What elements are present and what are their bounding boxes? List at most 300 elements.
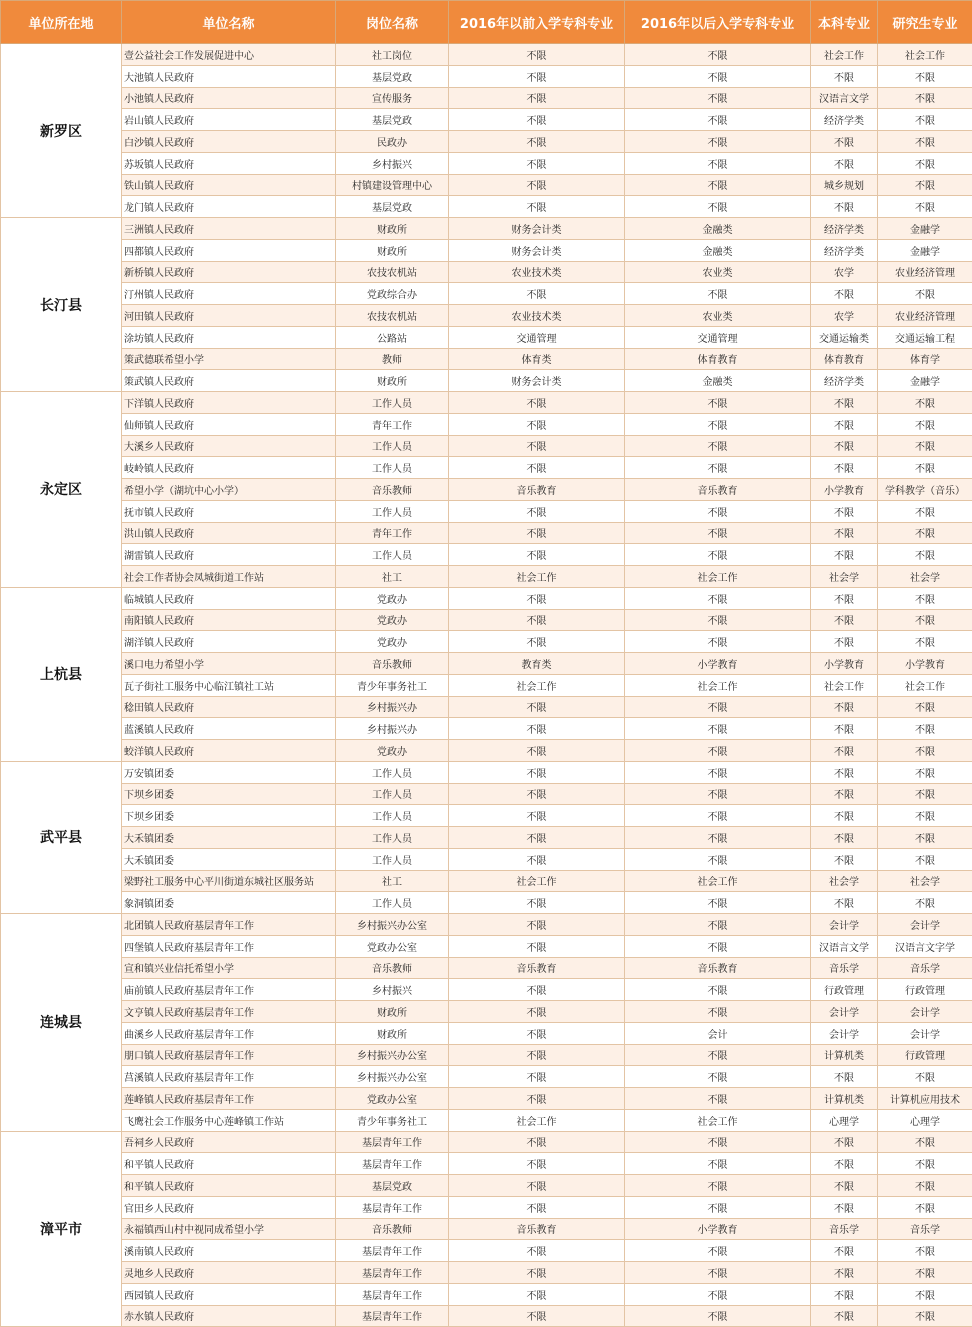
unit-cell: 官田乡人民政府 [122,1196,336,1218]
bachelor-cell: 不限 [811,413,878,435]
post2016-cell: 不限 [625,979,811,1001]
unit-cell: 临城镇人民政府 [122,587,336,609]
post2016-cell: 金融类 [625,370,811,392]
table-row [1,196,972,218]
bachelor-cell: 不限 [811,392,878,414]
region-cell: 上杭县 [1,587,122,761]
pre2016-cell: 不限 [449,1044,625,1066]
pre2016-cell: 不限 [449,935,625,957]
unit-cell: 下洋镇人民政府 [122,392,336,414]
table-row [1,1022,972,1044]
header-unit: 单位名称 [122,1,336,44]
pre2016-cell: 财务会计类 [449,218,625,240]
pre2016-cell: 农业技术类 [449,261,625,283]
bachelor-cell: 汉语言文学 [811,935,878,957]
bachelor-cell: 不限 [811,544,878,566]
region-cell: 新罗区 [1,44,122,218]
region-cell: 永定区 [1,392,122,588]
table-row [1,1109,972,1131]
post2016-cell: 不限 [625,174,811,196]
graduate-cell: 不限 [878,500,972,522]
table-row [1,1175,972,1197]
table-row [1,1305,972,1327]
table-row [1,957,972,979]
pre2016-cell: 不限 [449,522,625,544]
table-row [1,1283,972,1305]
graduate-cell: 不限 [878,892,972,914]
post-cell: 工作人员 [336,848,449,870]
post2016-cell: 不限 [625,1131,811,1153]
pre2016-cell: 不限 [449,827,625,849]
bachelor-cell: 经济学类 [811,370,878,392]
unit-cell: 溪口电力希望小学 [122,653,336,675]
graduate-cell: 不限 [878,1066,972,1088]
post-cell: 工作人员 [336,827,449,849]
table-row [1,87,972,109]
graduate-cell: 不限 [878,544,972,566]
table-row [1,631,972,653]
graduate-cell: 汉语言文字学 [878,935,972,957]
unit-cell: 四都镇人民政府 [122,239,336,261]
post2016-cell: 音乐教育 [625,479,811,501]
post2016-cell: 不限 [625,65,811,87]
unit-cell: 壹公益社会工作发展促进中心 [122,44,336,66]
bachelor-cell: 城乡规划 [811,174,878,196]
pre2016-cell: 不限 [449,1066,625,1088]
graduate-cell: 行政管理 [878,1044,972,1066]
header-row [1,1,972,44]
header-graduate: 研究生专业 [878,1,972,44]
graduate-cell: 不限 [878,131,972,153]
table-row [1,239,972,261]
pre2016-cell: 教育类 [449,653,625,675]
bachelor-cell: 音乐学 [811,957,878,979]
post2016-cell: 不限 [625,740,811,762]
post-cell: 乡村振兴 [336,979,449,1001]
bachelor-cell: 不限 [811,1240,878,1262]
unit-cell: 稔田镇人民政府 [122,696,336,718]
post-cell: 社工岗位 [336,44,449,66]
region-cell: 漳平市 [1,1131,122,1327]
bachelor-cell: 不限 [811,1066,878,1088]
post2016-cell: 交通管理 [625,326,811,348]
graduate-cell: 农业经济管理 [878,305,972,327]
post-cell: 社工 [336,566,449,588]
post2016-cell: 不限 [625,44,811,66]
post2016-cell: 不限 [625,1153,811,1175]
unit-cell: 永福镇西山村中视同成希望小学 [122,1218,336,1240]
unit-cell: 万安镇团委 [122,761,336,783]
pre2016-cell: 社会工作 [449,566,625,588]
pre2016-cell: 体育类 [449,348,625,370]
post2016-cell: 不限 [625,457,811,479]
unit-cell: 梁野社工服务中心平川街道东城社区服务站 [122,870,336,892]
post2016-cell: 不限 [625,109,811,131]
pre2016-cell: 不限 [449,892,625,914]
unit-cell: 湖洋镇人民政府 [122,631,336,653]
graduate-cell: 金融学 [878,218,972,240]
bachelor-cell: 农学 [811,261,878,283]
bachelor-cell: 不限 [811,609,878,631]
graduate-cell: 不限 [878,1283,972,1305]
table-row [1,500,972,522]
bachelor-cell: 不限 [811,152,878,174]
table-row [1,718,972,740]
bachelor-cell: 不限 [811,783,878,805]
graduate-cell: 不限 [878,1196,972,1218]
table-row [1,1131,972,1153]
post-cell: 基层青年工作 [336,1153,449,1175]
pre2016-cell: 不限 [449,848,625,870]
post2016-cell: 不限 [625,131,811,153]
table-row [1,1001,972,1023]
post2016-cell: 不限 [625,783,811,805]
post2016-cell: 不限 [625,413,811,435]
post-cell: 音乐教师 [336,479,449,501]
pre2016-cell: 不限 [449,500,625,522]
bachelor-cell: 不限 [811,457,878,479]
table-row [1,783,972,805]
post-cell: 工作人员 [336,544,449,566]
pre2016-cell: 不限 [449,1153,625,1175]
table-row [1,1240,972,1262]
unit-cell: 飞鹰社会工作服务中心莲峰镇工作站 [122,1109,336,1131]
post-cell: 工作人员 [336,805,449,827]
table-row [1,935,972,957]
post-cell: 音乐教师 [336,957,449,979]
pre2016-cell: 不限 [449,1001,625,1023]
pre2016-cell: 不限 [449,413,625,435]
pre2016-cell: 不限 [449,805,625,827]
graduate-cell: 不限 [878,1153,972,1175]
post2016-cell: 不限 [625,609,811,631]
table-row [1,326,972,348]
post-cell: 党政办 [336,609,449,631]
graduate-cell: 不限 [878,783,972,805]
unit-cell: 北团镇人民政府基层青年工作 [122,914,336,936]
unit-cell: 溪南镇人民政府 [122,1240,336,1262]
header-pre2016: 2016年以前入学专科专业 [449,1,625,44]
bachelor-cell: 不限 [811,1175,878,1197]
graduate-cell: 音乐学 [878,1218,972,1240]
graduate-cell: 不限 [878,761,972,783]
header-post: 岗位名称 [336,1,449,44]
bachelor-cell: 不限 [811,65,878,87]
table-row [1,609,972,631]
bachelor-cell: 音乐学 [811,1218,878,1240]
post2016-cell: 金融类 [625,218,811,240]
pre2016-cell: 不限 [449,544,625,566]
unit-cell: 庙前镇人民政府基层青年工作 [122,979,336,1001]
pre2016-cell: 音乐教育 [449,1218,625,1240]
post-cell: 工作人员 [336,392,449,414]
unit-cell: 新桥镇人民政府 [122,261,336,283]
unit-cell: 和平镇人民政府 [122,1175,336,1197]
post-cell: 基层党政 [336,1175,449,1197]
bachelor-cell: 不限 [811,435,878,457]
post-cell: 乡村振兴办公室 [336,914,449,936]
graduate-cell: 计算机应用技术 [878,1088,972,1110]
unit-cell: 文亨镇人民政府基层青年工作 [122,1001,336,1023]
bachelor-cell: 经济学类 [811,109,878,131]
graduate-cell: 不限 [878,174,972,196]
post2016-cell: 不限 [625,1262,811,1284]
pre2016-cell: 不限 [449,283,625,305]
unit-cell: 社会工作者协会凤城街道工作站 [122,566,336,588]
unit-cell: 下坝乡团委 [122,805,336,827]
post-cell: 基层青年工作 [336,1262,449,1284]
post2016-cell: 不限 [625,522,811,544]
table-row [1,109,972,131]
pre2016-cell: 不限 [449,152,625,174]
post2016-cell: 小学教育 [625,1218,811,1240]
unit-cell: 大池镇人民政府 [122,65,336,87]
header-post2016: 2016年以后入学专科专业 [625,1,811,44]
graduate-cell: 社会工作 [878,674,972,696]
pre2016-cell: 不限 [449,392,625,414]
pre2016-cell: 不限 [449,761,625,783]
pre2016-cell: 不限 [449,783,625,805]
post-cell: 基层党政 [336,65,449,87]
post2016-cell: 小学教育 [625,653,811,675]
post2016-cell: 不限 [625,718,811,740]
bachelor-cell: 不限 [811,696,878,718]
table-row [1,1044,972,1066]
post2016-cell: 不限 [625,935,811,957]
post2016-cell: 社会工作 [625,674,811,696]
bachelor-cell: 小学教育 [811,653,878,675]
table-row [1,892,972,914]
table-row [1,65,972,87]
post-cell: 村镇建设管理中心 [336,174,449,196]
bachelor-cell: 不限 [811,848,878,870]
bachelor-cell: 不限 [811,1305,878,1327]
post2016-cell: 不限 [625,500,811,522]
unit-cell: 策武镇人民政府 [122,370,336,392]
table-row [1,827,972,849]
table-row [1,805,972,827]
bachelor-cell: 体育教育 [811,348,878,370]
unit-cell: 莲峰镇人民政府基层青年工作 [122,1088,336,1110]
unit-cell: 铁山镇人民政府 [122,174,336,196]
unit-cell: 抚市镇人民政府 [122,500,336,522]
pre2016-cell: 不限 [449,696,625,718]
pre2016-cell: 不限 [449,609,625,631]
post2016-cell: 不限 [625,392,811,414]
unit-cell: 希望小学（湖坑中心小学） [122,479,336,501]
post-cell: 基层党政 [336,109,449,131]
pre2016-cell: 不限 [449,740,625,762]
post2016-cell: 不限 [625,1196,811,1218]
graduate-cell: 音乐学 [878,957,972,979]
unit-cell: 湖雷镇人民政府 [122,544,336,566]
graduate-cell: 会计学 [878,1022,972,1044]
post2016-cell: 社会工作 [625,566,811,588]
pre2016-cell: 不限 [449,1283,625,1305]
post2016-cell: 不限 [625,152,811,174]
bachelor-cell: 不限 [811,740,878,762]
bachelor-cell: 社会学 [811,870,878,892]
table-row [1,979,972,1001]
post2016-cell: 社会工作 [625,870,811,892]
table-row [1,870,972,892]
bachelor-cell: 不限 [811,631,878,653]
post-cell: 党政办公室 [336,1088,449,1110]
table-row [1,435,972,457]
pre2016-cell: 不限 [449,196,625,218]
post-cell: 工作人员 [336,457,449,479]
post2016-cell: 不限 [625,435,811,457]
table-row [1,392,972,414]
bachelor-cell: 会计学 [811,1001,878,1023]
graduate-cell: 学科教学（音乐） [878,479,972,501]
unit-cell: 赤水镇人民政府 [122,1305,336,1327]
table-row [1,544,972,566]
bachelor-cell: 不限 [811,1196,878,1218]
table-row [1,152,972,174]
bachelor-cell: 不限 [811,131,878,153]
unit-cell: 三洲镇人民政府 [122,218,336,240]
post-cell: 青年工作 [336,522,449,544]
post2016-cell: 农业类 [625,305,811,327]
graduate-cell: 不限 [878,848,972,870]
post2016-cell: 不限 [625,1175,811,1197]
table-row [1,653,972,675]
graduate-cell: 小学教育 [878,653,972,675]
graduate-cell: 心理学 [878,1109,972,1131]
post-cell: 民政办 [336,131,449,153]
unit-cell: 曲溪乡人民政府基层青年工作 [122,1022,336,1044]
table-row [1,174,972,196]
post-cell: 党政办 [336,587,449,609]
post2016-cell: 音乐教育 [625,957,811,979]
post2016-cell: 不限 [625,1088,811,1110]
graduate-cell: 不限 [878,392,972,414]
graduate-cell: 不限 [878,87,972,109]
unit-cell: 白沙镇人民政府 [122,131,336,153]
bachelor-cell: 交通运输类 [811,326,878,348]
post-cell: 公路站 [336,326,449,348]
graduate-cell: 社会学 [878,870,972,892]
graduate-cell: 不限 [878,805,972,827]
post-cell: 工作人员 [336,435,449,457]
bachelor-cell: 会计学 [811,914,878,936]
unit-cell: 岩山镇人民政府 [122,109,336,131]
bachelor-cell: 经济学类 [811,218,878,240]
post-cell: 音乐教师 [336,653,449,675]
graduate-cell: 不限 [878,283,972,305]
header-region: 单位所在地 [1,1,122,44]
table-row [1,479,972,501]
bachelor-cell: 会计学 [811,1022,878,1044]
unit-cell: 西园镇人民政府 [122,1283,336,1305]
bachelor-cell: 不限 [811,718,878,740]
graduate-cell: 交通运输工程 [878,326,972,348]
graduate-cell: 不限 [878,631,972,653]
post2016-cell: 体育教育 [625,348,811,370]
unit-cell: 下坝乡团委 [122,783,336,805]
table-row [1,914,972,936]
unit-cell: 大禾镇团委 [122,848,336,870]
unit-cell: 策武德联希望小学 [122,348,336,370]
post-cell: 财政所 [336,239,449,261]
post-cell: 党政综合办 [336,283,449,305]
post-cell: 财政所 [336,370,449,392]
post2016-cell: 不限 [625,283,811,305]
bachelor-cell: 不限 [811,283,878,305]
post-cell: 财政所 [336,1022,449,1044]
bachelor-cell: 社会工作 [811,44,878,66]
pre2016-cell: 不限 [449,1305,625,1327]
pre2016-cell: 不限 [449,87,625,109]
table-row [1,413,972,435]
graduate-cell: 不限 [878,65,972,87]
table-row [1,44,972,66]
region-cell: 长汀县 [1,218,122,392]
bachelor-cell: 计算机类 [811,1088,878,1110]
unit-cell: 小池镇人民政府 [122,87,336,109]
post-cell: 基层青年工作 [336,1283,449,1305]
post-cell: 农技农机站 [336,261,449,283]
pre2016-cell: 不限 [449,1131,625,1153]
bachelor-cell: 社会工作 [811,674,878,696]
table-row [1,674,972,696]
unit-cell: 四堡镇人民政府基层青年工作 [122,935,336,957]
pre2016-cell: 财务会计类 [449,239,625,261]
bachelor-cell: 不限 [811,892,878,914]
post2016-cell: 不限 [625,848,811,870]
post-cell: 工作人员 [336,892,449,914]
post2016-cell: 不限 [625,1283,811,1305]
bachelor-cell: 不限 [811,805,878,827]
bachelor-cell: 不限 [811,196,878,218]
table-row [1,587,972,609]
post2016-cell: 不限 [625,1305,811,1327]
unit-cell: 洪山镇人民政府 [122,522,336,544]
pre2016-cell: 交通管理 [449,326,625,348]
post2016-cell: 不限 [625,892,811,914]
bachelor-cell: 汉语言文学 [811,87,878,109]
table-row [1,283,972,305]
unit-cell: 汀州镇人民政府 [122,283,336,305]
region-cell: 武平县 [1,761,122,913]
post2016-cell: 金融类 [625,239,811,261]
table-row [1,261,972,283]
post2016-cell: 不限 [625,544,811,566]
graduate-cell: 行政管理 [878,979,972,1001]
unit-cell: 象洞镇团委 [122,892,336,914]
unit-cell: 灵地乡人民政府 [122,1262,336,1284]
graduate-cell: 不限 [878,609,972,631]
unit-cell: 仙师镇人民政府 [122,413,336,435]
unit-cell: 朋口镇人民政府基层青年工作 [122,1044,336,1066]
graduate-cell: 不限 [878,109,972,131]
region-cell: 连城县 [1,914,122,1132]
post2016-cell: 农业类 [625,261,811,283]
graduate-cell: 会计学 [878,914,972,936]
post2016-cell: 不限 [625,87,811,109]
unit-cell: 蓝溪镇人民政府 [122,718,336,740]
bachelor-cell: 不限 [811,587,878,609]
graduate-cell: 金融学 [878,370,972,392]
graduate-cell: 不限 [878,1175,972,1197]
pre2016-cell: 音乐教育 [449,957,625,979]
graduate-cell: 不限 [878,435,972,457]
pre2016-cell: 社会工作 [449,1109,625,1131]
bachelor-cell: 行政管理 [811,979,878,1001]
pre2016-cell: 社会工作 [449,674,625,696]
post2016-cell: 不限 [625,631,811,653]
